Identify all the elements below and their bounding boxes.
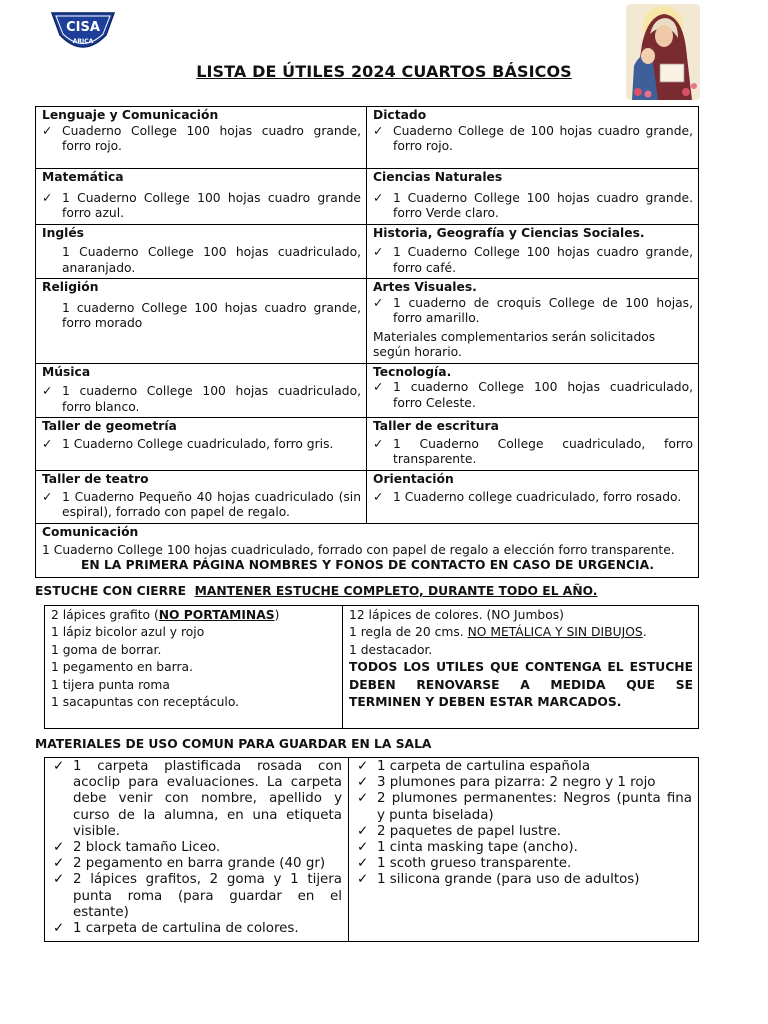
- logo-text: CISA: [66, 20, 100, 35]
- check-icon: ✓: [53, 759, 65, 774]
- subject-cell-lenguaje: [36, 107, 367, 169]
- comun-heading: MATERIALES DE USO COMUN PARA GUARDAR EN LA SALA: [35, 737, 432, 751]
- list-item: [53, 921, 342, 937]
- subject-cell-musica: [36, 363, 367, 418]
- check-icon: ✓: [373, 245, 384, 259]
- item-text: 1 Cuaderno College 100 hojas cuadro grande, forro café.: [393, 245, 693, 275]
- item-text: 1 carpeta plastificada rosada con acoclip para evaluaciones. La carpeta debe venir con nombre, apellido y curso de la alumna, en una etiqueta visible.: [73, 759, 342, 839]
- check-icon: ✓: [357, 840, 369, 856]
- item-text: 2 paquetes de papel lustre.: [377, 823, 561, 839]
- warning-line: TERMINEN Y DEBEN ESTAR MARCADOS.: [349, 695, 622, 710]
- list-item: [42, 384, 361, 415]
- list-item: [357, 759, 692, 775]
- subject-name: Inglés: [42, 225, 85, 240]
- subject-cell-ciencias: [367, 169, 699, 225]
- list-item: [357, 791, 692, 823]
- estuche-right-cell: [343, 606, 699, 729]
- list-item: [51, 607, 337, 624]
- check-icon: ✓: [53, 872, 65, 888]
- subject-cell-artes: [367, 279, 699, 364]
- list-item: [53, 872, 342, 921]
- subject-cell-comunicacion: [36, 524, 699, 578]
- subject-name: Ciencias Naturales: [373, 170, 503, 184]
- item-text: 1 cuaderno College 100 hojas cuadriculado, forro Celeste.: [393, 380, 693, 410]
- list-item: [349, 624, 693, 641]
- check-icon: ✓: [42, 123, 53, 138]
- list-item: [357, 856, 692, 872]
- estuche-heading-underlined: MANTENER ESTUCHE COMPLETO, DURANTE TODO EL AÑO.: [194, 584, 598, 598]
- item-text: 1 Cuaderno college cuadriculado, forro rosado.: [393, 489, 682, 504]
- list-item: [373, 380, 693, 411]
- estuche-heading-text: ESTUCHE CON CIERRE: [35, 584, 187, 598]
- subject-name: Matemática: [42, 170, 124, 184]
- list-item: [357, 840, 692, 856]
- subject-name: Taller de geometría: [42, 419, 177, 433]
- subjects-table: [35, 106, 699, 578]
- item-text: Cuaderno College 100 hojas cuadro grande, forro rojo.: [62, 123, 361, 153]
- item-text: 1 silicona grande (para uso de adultos): [377, 872, 640, 888]
- subject-cell-tecnologia: [367, 363, 699, 418]
- item-text: 1 regla de 20 cms.: [349, 625, 468, 640]
- subject-name: Comunicación: [42, 525, 139, 539]
- item-text: 1 cinta masking tape (ancho).: [377, 840, 578, 856]
- no-portaminas-text: NO PORTAMINAS: [158, 608, 275, 622]
- subject-cell-teatro: [36, 471, 367, 524]
- item-text: 1 cuaderno de croquis College de 100 hojas, forro amarillo.: [393, 295, 693, 325]
- list-item: 1 lápiz bicolor azul y rojo: [51, 625, 205, 640]
- check-icon: ✓: [373, 436, 384, 451]
- check-icon: ✓: [373, 489, 384, 504]
- subject-cell-matematica: [36, 169, 367, 225]
- list-item: 1 sacapuntas con receptáculo.: [51, 695, 240, 710]
- saint-image: [626, 4, 700, 100]
- subject-cell-historia: [367, 224, 699, 279]
- list-item: [373, 191, 693, 222]
- item-text: 1 Cuaderno Pequeño 40 hojas cuadriculado (sin espiral), forrado con papel de regalo.: [62, 489, 361, 519]
- list-item: [42, 124, 361, 155]
- check-icon: ✓: [373, 380, 384, 394]
- item-text: 2 plumones permanentes: Negros (punta fina y punta biselada): [377, 791, 692, 823]
- subject-name: Taller de teatro: [42, 472, 149, 486]
- check-icon: ✓: [53, 840, 65, 856]
- list-item: [53, 840, 342, 856]
- subject-name: Tecnología.: [373, 364, 452, 379]
- warning-line: DEBEN RENOVARSE A MEDIDA QUE SE: [349, 677, 693, 692]
- list-item: [53, 759, 342, 840]
- check-icon: ✓: [357, 872, 369, 888]
- subject-name: Religión: [42, 280, 99, 294]
- list-item: [357, 872, 692, 888]
- item-text: 1 Cuaderno College 100 hojas cuadro grande. forro Verde claro.: [393, 190, 693, 220]
- item-text: Cuaderno College de 100 hojas cuadro grande, forro rojo.: [393, 123, 693, 153]
- item-text: 1 carpeta de cartulina de colores.: [73, 921, 299, 937]
- check-icon: ✓: [357, 856, 369, 872]
- estuche-table: [44, 605, 699, 729]
- check-icon: ✓: [42, 190, 53, 205]
- list-item: [373, 490, 693, 506]
- subject-name: Orientación: [373, 472, 454, 486]
- no-metalica-text: NO METÁLICA Y SIN DIBUJOS: [467, 625, 643, 640]
- item-text: .: [642, 625, 647, 640]
- item-text: 1 Cuaderno College cuadriculado, forro transparente.: [393, 436, 693, 466]
- subject-name: Historia, Geografía y Ciencias Sociales.: [373, 225, 645, 240]
- list-item: 1 tijera punta roma: [51, 677, 170, 692]
- list-item: [42, 191, 361, 222]
- comun-left-cell: [45, 758, 349, 942]
- subject-cell-escritura: [367, 418, 699, 471]
- check-icon: ✓: [373, 295, 384, 310]
- subject-cell-geometria: [36, 418, 367, 471]
- subject-name: Artes Visuales.: [373, 280, 477, 294]
- logo-subtext: ARICA: [72, 38, 94, 45]
- check-icon: ✓: [53, 921, 65, 937]
- item-text: ): [274, 608, 280, 622]
- list-item: [373, 124, 693, 155]
- estuche-heading: [35, 584, 597, 598]
- list-item: [373, 437, 693, 468]
- subject-cell-orientacion: [367, 471, 699, 524]
- item-text: 2 pegamento en barra grande (40 gr): [73, 856, 326, 872]
- item-text: 2 block tamaño Liceo.: [73, 840, 221, 856]
- estuche-left-cell: [45, 606, 343, 729]
- subject-cell-dictado: [367, 107, 699, 169]
- comun-right-cell: [349, 758, 699, 942]
- comun-table: [44, 757, 699, 942]
- list-item: [357, 824, 692, 840]
- check-icon: ✓: [373, 123, 384, 138]
- check-icon: ✓: [373, 190, 384, 205]
- subject-name: Taller de escritura: [373, 419, 499, 433]
- warning-line: TODOS LOS UTILES QUE CONTENGA EL ESTUCHE: [349, 660, 693, 675]
- item-text: 1 scoth grueso transparente.: [377, 856, 572, 872]
- item-text: 1 carpeta de cartulina española: [377, 759, 591, 774]
- item-text: 1 cuaderno College 100 hojas cuadro grande, forro morado: [62, 300, 361, 330]
- urgency-note: EN LA PRIMERA PÁGINA NOMBRES Y FONOS DE CONTACTO EN CASO DE URGENCIA.: [80, 558, 654, 572]
- list-item: 12 lápices de colores. (NO Jumbos): [349, 608, 564, 622]
- item-text: 2 lápices grafito (: [51, 608, 159, 622]
- subject-name: Dictado: [373, 108, 427, 122]
- check-icon: ✓: [357, 759, 369, 774]
- item-text: 1 Cuaderno College cuadriculado, forro gris.: [62, 436, 334, 451]
- list-item: [53, 856, 342, 872]
- list-item: [373, 296, 693, 327]
- check-icon: ✓: [42, 436, 53, 451]
- item-text: 1 Cuaderno College 100 hojas cuadriculado, anaranjado.: [62, 245, 361, 275]
- check-icon: ✓: [42, 384, 53, 398]
- subject-name: Música: [42, 364, 91, 379]
- list-item: [42, 437, 361, 453]
- item-text: 2 lápices grafitos, 2 goma y 1 tijera punta roma (para guardar en el estante): [73, 872, 342, 920]
- artes-note: Materiales complementarios serán solicitados según horario.: [373, 329, 656, 359]
- subject-cell-religion: [36, 279, 367, 364]
- subject-cell-ingles: [36, 224, 367, 279]
- page-title: LISTA DE ÚTILES 2024 CUARTOS BÁSICOS: [196, 62, 572, 81]
- list-item: 1 destacador.: [349, 642, 433, 657]
- subject-name: Lenguaje y Comunicación: [42, 108, 219, 122]
- list-item: 1 pegamento en barra.: [51, 660, 193, 675]
- list-item: [373, 245, 693, 276]
- item-text: 1 Cuaderno College 100 hojas cuadro grande forro azul.: [62, 190, 361, 220]
- check-icon: ✓: [53, 856, 65, 872]
- check-icon: ✓: [357, 791, 369, 807]
- list-item: [357, 775, 692, 791]
- list-item: [42, 490, 361, 521]
- check-icon: ✓: [357, 775, 369, 791]
- school-logo: [50, 11, 116, 57]
- item-text: 1 cuaderno College 100 hojas cuadriculado, forro blanco.: [62, 384, 361, 414]
- check-icon: ✓: [42, 489, 53, 504]
- item-text: 1 Cuaderno College 100 hojas cuadriculado, forrado con papel de regalo a elección forro transparente.: [42, 542, 675, 557]
- check-icon: ✓: [357, 823, 369, 839]
- item-text: 3 plumones para pizarra: 2 negro y 1 rojo: [377, 775, 656, 791]
- list-item: 1 goma de borrar.: [51, 642, 162, 657]
